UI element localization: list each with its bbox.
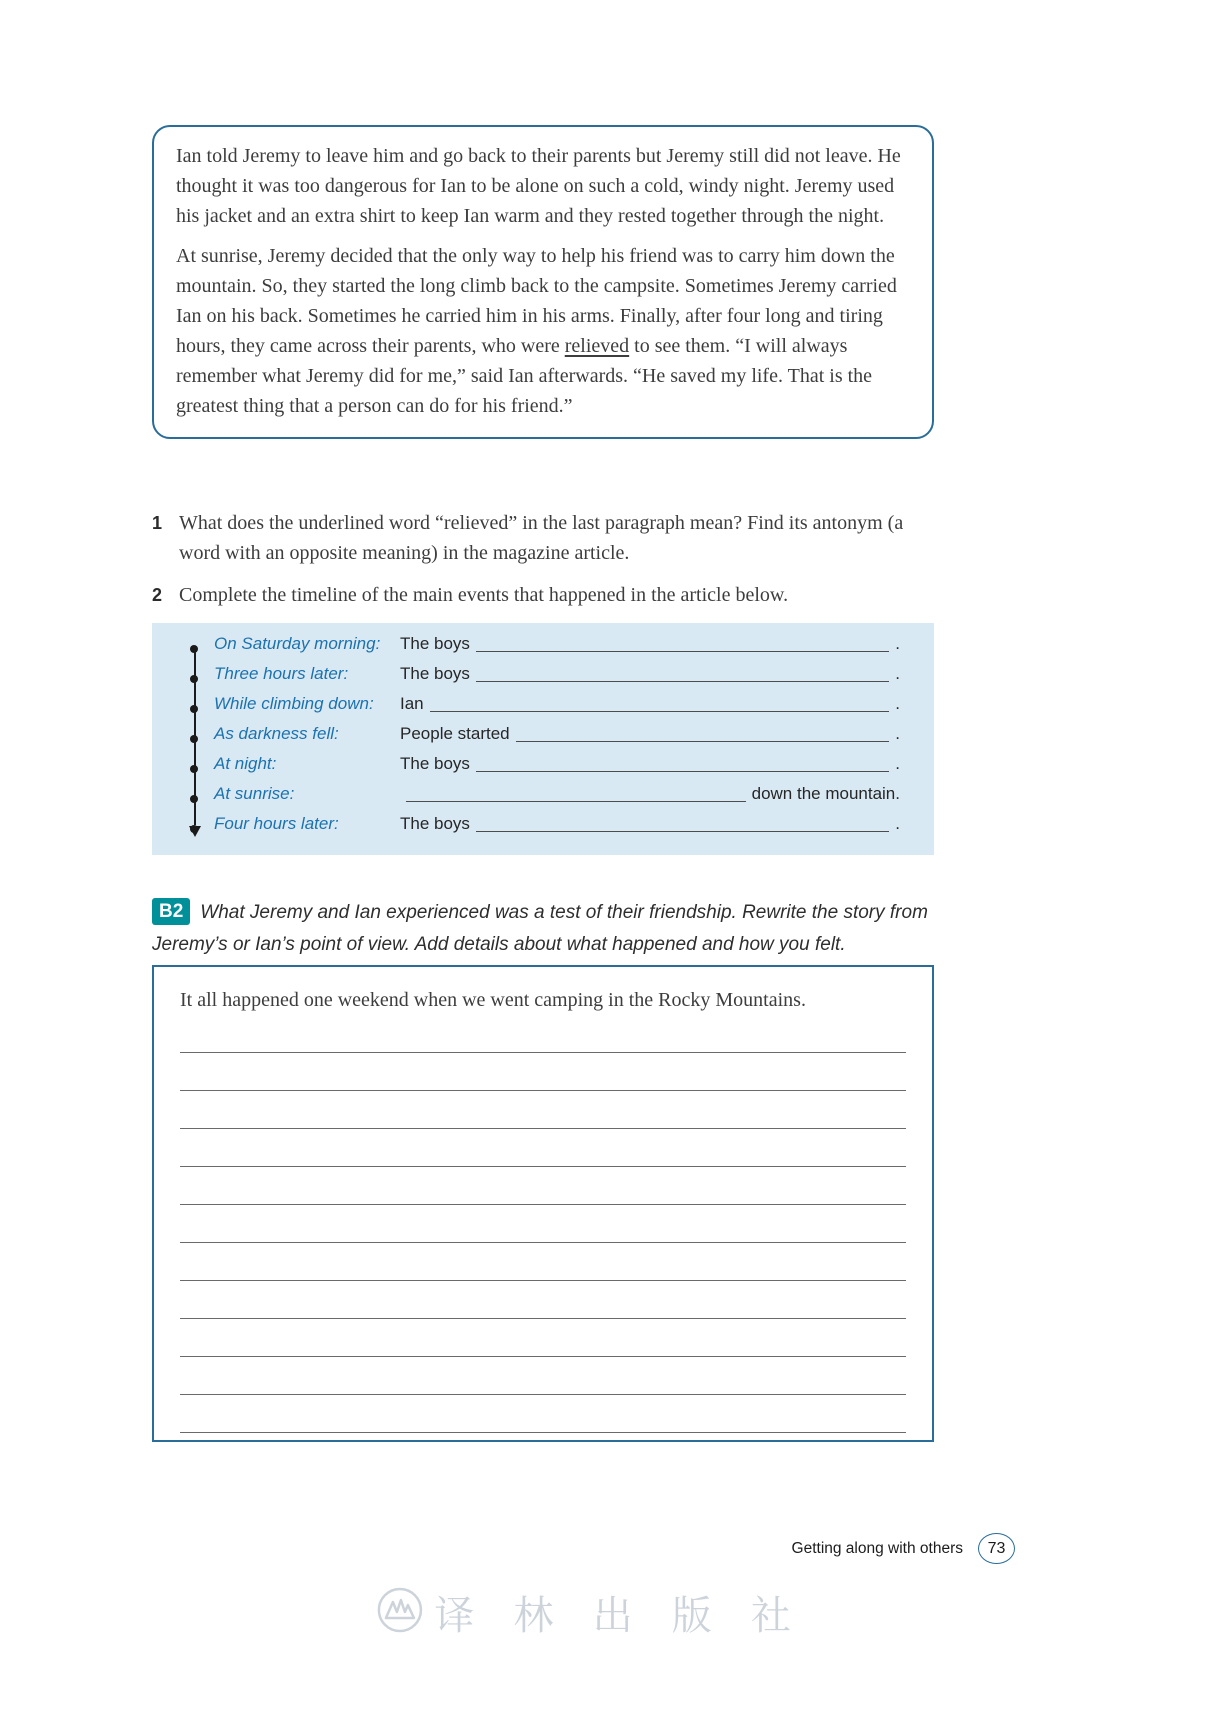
writing-blank-line — [180, 1091, 906, 1129]
story-paragraph-1: Ian told Jeremy to leave him and go back to their parents but Jeremy still did not leave. He thought it was too dangerous for Ian to be alone on such a cold, windy night. Jeremy used his jacket and an extra shirt to keep Ian warm and they rested together through the night. — [176, 145, 901, 227]
timeline-label: Four hours later: — [214, 814, 339, 833]
timeline-label: At sunrise: — [214, 784, 295, 803]
story-box — [152, 125, 934, 439]
timeline-prefix: People started — [400, 724, 510, 743]
timeline-suffix: down the mountain. — [751, 784, 900, 803]
timeline-content — [400, 694, 900, 714]
timeline-content — [400, 634, 900, 654]
question-1 — [152, 508, 938, 568]
writing-blank-line — [180, 1357, 906, 1395]
timeline-row — [214, 664, 900, 694]
page-number-badge: 73 — [978, 1533, 1015, 1564]
timeline-content — [400, 754, 900, 774]
timeline-rows — [214, 634, 900, 844]
story-paragraph-2-after: to see them. “I will always remember what Jeremy did for me,” said Ian afterwards. “He saved my life. That is the greatest thing that a person can do for his friend.” — [176, 335, 873, 417]
timeline-suffix: . — [895, 814, 900, 833]
unit-title: Getting along with others — [791, 1539, 963, 1557]
writing-blank-line — [180, 1205, 906, 1243]
timeline-prefix: The boys — [400, 664, 470, 683]
timeline-prefix: Ian — [400, 694, 424, 713]
writing-blank-line — [180, 1167, 906, 1205]
timeline-label: Three hours later: — [214, 664, 349, 683]
timeline-label: While climbing down: — [214, 694, 374, 713]
timeline-prefix: The boys — [400, 814, 470, 833]
publisher-logo-icon — [376, 1587, 422, 1638]
writing-blank-line — [180, 1281, 906, 1319]
publisher-watermark — [376, 1584, 804, 1641]
timeline-row — [214, 724, 900, 754]
writing-blank-line — [180, 1129, 906, 1167]
timeline-suffix: . — [895, 664, 900, 683]
timeline-blank-line — [476, 818, 889, 832]
story-paragraph-2 — [176, 241, 906, 421]
underlined-word: relieved — [564, 335, 630, 357]
question-1-number: 1 — [152, 513, 163, 533]
writing-blank-line — [180, 1053, 906, 1091]
timeline-box — [152, 623, 934, 855]
timeline-blank-line — [476, 668, 889, 682]
timeline-content — [400, 784, 900, 804]
timeline-prefix: The boys — [400, 754, 470, 773]
question-2-text: Complete the timeline of the main events that happened in the article below. — [179, 584, 789, 606]
story-paragraph-2-before: At sunrise, Jeremy decided that the only way to help his friend was to carry him down the mountain. So, they started the long climb back to the campsite. Sometimes Jeremy carried Ian on his back. Sometimes he carried him in his arms. Finally, after four long and tiring hours, they came across their parents, who were — [176, 245, 897, 357]
question-2-number: 2 — [152, 585, 163, 605]
timeline-blank-line — [476, 638, 889, 652]
timeline-content — [400, 724, 900, 744]
timeline-row — [214, 754, 900, 784]
writing-blank-line — [180, 1319, 906, 1357]
exercise-b2-prompt: What Jeremy and Ian experienced was a test of their friendship. Rewrite the story from Jeremy’s or Ian’s point of view. Add details about what happened and how you felt. — [152, 902, 928, 955]
timeline-content — [400, 814, 900, 834]
timeline-row — [214, 814, 900, 844]
writing-blank-line — [180, 1395, 906, 1433]
timeline-suffix: . — [895, 724, 900, 743]
question-1-text: What does the underlined word “relieved” in the last paragraph mean? Find its antonym (a word with an opposite meaning) in the magazine article. — [179, 512, 904, 564]
timeline-prefix: The boys — [400, 634, 470, 653]
writing-opening-sentence: It all happened one weekend when we went camping in the Rocky Mountains. — [180, 989, 806, 1011]
writing-blank-line — [180, 1015, 906, 1053]
timeline-blank-line — [516, 728, 890, 742]
timeline-suffix: . — [895, 754, 900, 773]
timeline-row — [214, 694, 900, 724]
timeline-blank-line — [430, 698, 890, 712]
exercise-b2 — [152, 897, 938, 961]
timeline-blank-line — [406, 788, 746, 802]
exercise-b2-badge: B2 — [152, 898, 190, 925]
question-2 — [152, 580, 938, 610]
publisher-name: 译 林 出 版 社 — [434, 1594, 805, 1638]
writing-blank-line — [180, 1243, 906, 1281]
writing-box — [152, 965, 934, 1442]
timeline-row — [214, 634, 900, 664]
timeline-suffix: . — [895, 694, 900, 713]
timeline-label: On Saturday morning: — [214, 634, 381, 653]
timeline-label: As darkness fell: — [214, 724, 339, 743]
timeline-suffix: . — [895, 634, 900, 653]
writing-blank-lines — [180, 1015, 906, 1433]
timeline-content — [400, 664, 900, 684]
timeline-label: At night: — [214, 754, 277, 773]
timeline-blank-line — [476, 758, 889, 772]
timeline-row — [214, 784, 900, 814]
page-footer — [792, 1533, 1015, 1564]
